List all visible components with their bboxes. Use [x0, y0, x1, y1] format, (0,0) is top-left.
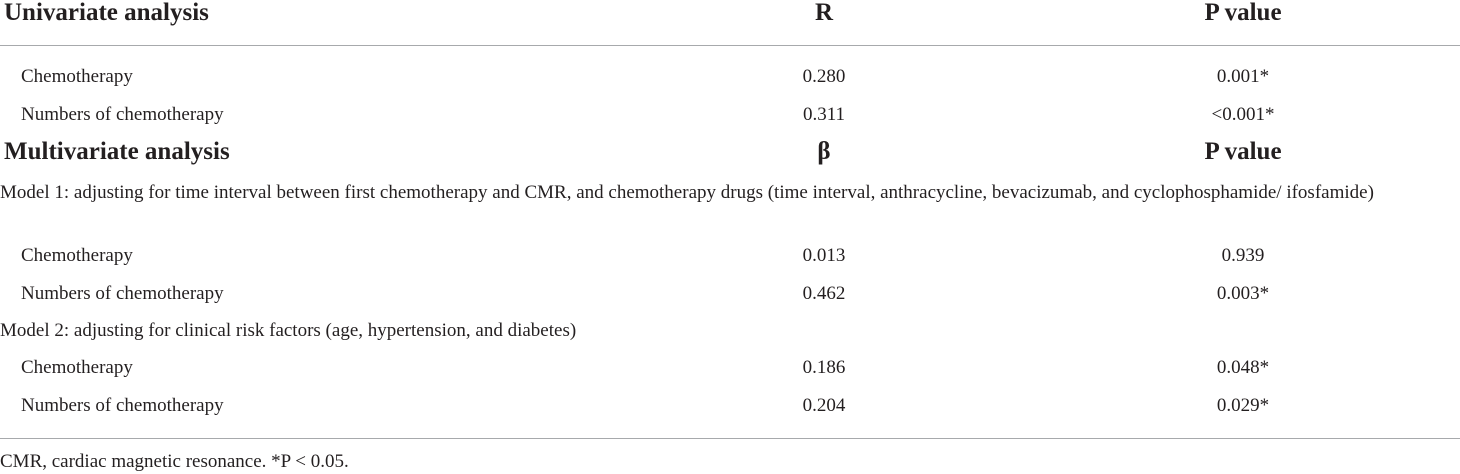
row-beta-value: 0.204: [802, 395, 846, 416]
row-r-value: 0.311: [802, 104, 846, 125]
univariate-header-r: R: [814, 0, 834, 26]
univariate-header-pvalue: P value: [1204, 0, 1282, 26]
row-label: Numbers of chemotherapy: [21, 395, 224, 416]
header-rule: [0, 45, 1460, 46]
row-beta-value: 0.013: [802, 245, 846, 266]
row-p-value: 0.939: [1221, 245, 1265, 266]
multivariate-header-beta: β: [817, 138, 831, 165]
row-label: Chemotherapy: [21, 357, 133, 378]
row-label: Numbers of chemotherapy: [21, 283, 224, 304]
footer-rule: [0, 438, 1460, 439]
multivariate-header-pvalue: P value: [1204, 138, 1282, 165]
model-1-label: Model 1: adjusting for time interval between first chemotherapy and CMR, and chemotherapy drugs (time interval, anthracycline, bevacizumab, and cyclophosphamide/ ifosfamide): [0, 182, 1374, 203]
row-beta-value: 0.462: [802, 283, 846, 304]
row-p-value: <0.001*: [1211, 104, 1275, 125]
row-p-value: 0.029*: [1216, 395, 1270, 416]
row-p-value: 0.003*: [1216, 283, 1270, 304]
row-label: Chemotherapy: [21, 245, 133, 266]
univariate-header-label: Univariate analysis: [4, 0, 209, 26]
row-r-value: 0.280: [802, 66, 846, 87]
model-2-label: Model 2: adjusting for clinical risk factors (age, hypertension, and diabetes): [0, 320, 577, 341]
row-label: Chemotherapy: [21, 66, 133, 87]
row-beta-value: 0.186: [802, 357, 846, 378]
row-label: Numbers of chemotherapy: [21, 104, 224, 125]
row-p-value: 0.048*: [1216, 357, 1270, 378]
row-p-value: 0.001*: [1216, 66, 1270, 87]
table-footnote: CMR, cardiac magnetic resonance. *P < 0.05.: [0, 451, 349, 472]
multivariate-header-label: Multivariate analysis: [4, 138, 230, 165]
